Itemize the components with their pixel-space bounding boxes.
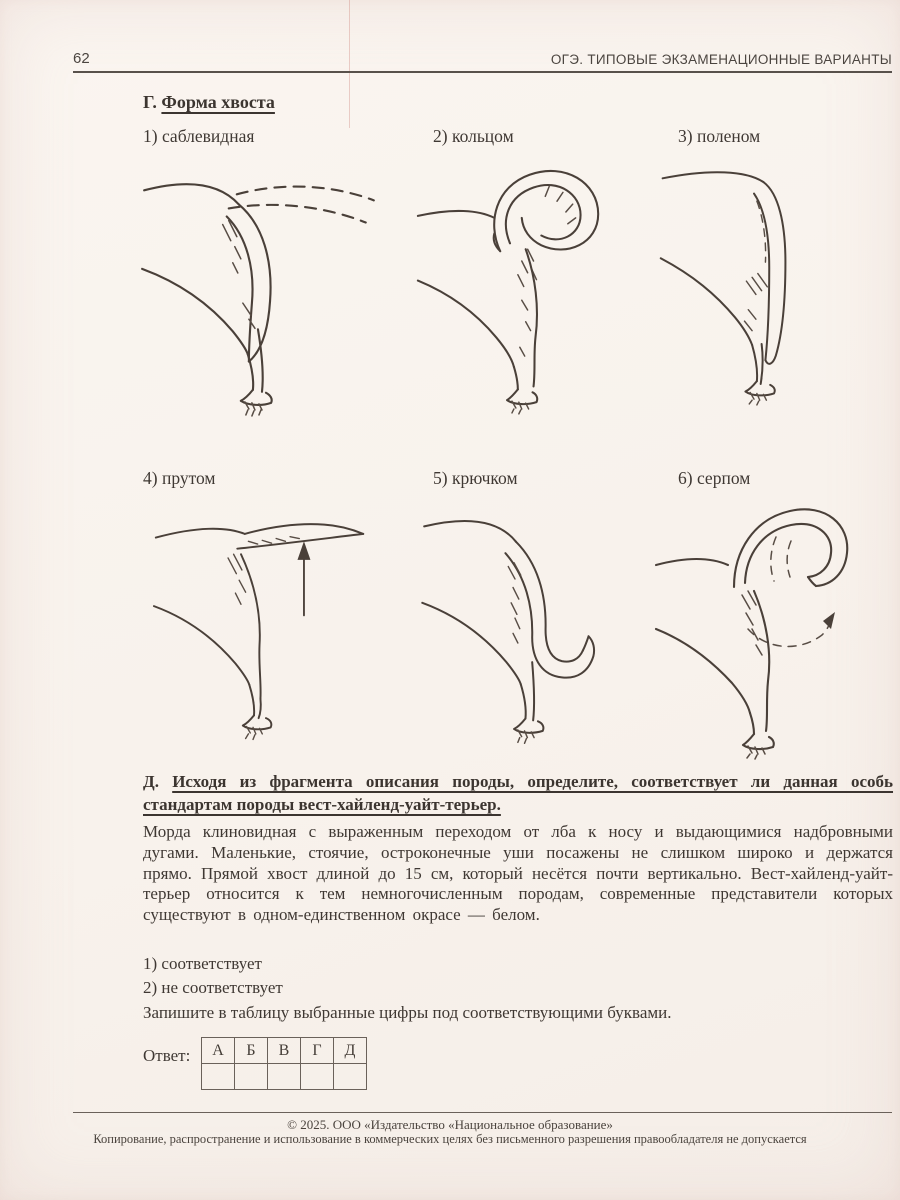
dog-tail-saber-illustration — [138, 150, 390, 422]
section-g-title: Форма хвоста — [161, 92, 275, 112]
up-arrow-icon — [297, 541, 310, 615]
figure-tail-hook — [412, 492, 660, 750]
answer-col-a: А — [202, 1038, 235, 1064]
running-header-title: ОГЭ. ТИПОВЫЕ ЭКЗАМЕНАЦИОННЫЕ ВАРИАНТЫ — [550, 52, 892, 67]
figure-tail-log — [655, 148, 893, 420]
section-g-heading — [143, 92, 275, 113]
footer-rule — [73, 1112, 892, 1113]
section-d-letter: Д. — [143, 772, 159, 791]
figure-tail-rod — [135, 495, 397, 745]
breed-description-paragraph: Морда клиновидная с выраженным переходом от лба к носу и выдающимися надбровными дугами. Маленькие, стоячие, остроконечные уши посажены не слишком широко и держатся прямо. Прямой хвост длиной до 15 см, который несётся почти вертикально. Вест-хайленд-уайт-терьер относится к тем немногочисленным породам, современные представители которых существуют в одном-единственном окрасе — белом. — [143, 822, 893, 925]
dog-tail-hook-illustration — [412, 492, 660, 750]
dog-tail-log-illustration — [655, 148, 893, 420]
footer-copyright: © 2025. ООО «Издательство «Национальное образование» — [287, 1117, 613, 1132]
section-d-heading — [143, 771, 893, 816]
figure-tail-ring — [412, 148, 657, 423]
header-rule — [73, 71, 892, 73]
dog-tail-ring-illustration — [412, 148, 657, 423]
answer-table — [201, 1037, 367, 1090]
option-2: 2) не соответствует — [143, 978, 283, 997]
section-g-letter: Г. — [143, 92, 157, 112]
figure-label-ring: 2) кольцом — [433, 126, 514, 146]
dog-tail-sickle-illustration — [650, 488, 900, 760]
answer-header-row — [202, 1038, 367, 1064]
answer-cell-v — [268, 1064, 301, 1090]
figure-label-sickle: 6) серпом — [678, 468, 751, 488]
answer-col-g: Г — [301, 1038, 334, 1064]
figure-label-hook: 5) крючком — [433, 468, 518, 488]
page-number: 62 — [73, 50, 90, 67]
answer-cell-b — [235, 1064, 268, 1090]
answer-col-d: Д — [334, 1038, 367, 1064]
answer-cell-a — [202, 1064, 235, 1090]
section-d-title: Исходя из фрагмента описания породы, определите, соответствует ли данная особь стандартам породы вест-хайленд-уайт-терьер. — [143, 772, 894, 814]
figure-tail-saber — [138, 150, 390, 422]
answer-cell-d — [334, 1064, 367, 1090]
answer-cell-g — [301, 1064, 334, 1090]
footer-legal: Копирование, распространение и использование в коммерческих целях без письменного разрешения правообладателя не допускается — [93, 1132, 807, 1146]
instruction-text: Запишите в таблицу выбранные цифры под соответствующими буквами. — [143, 1003, 672, 1022]
dog-tail-rod-illustration — [135, 495, 397, 745]
figure-tail-sickle — [650, 488, 900, 760]
answer-label: Ответ: — [143, 1046, 191, 1065]
figure-label-saber: 1) саблевидная — [143, 126, 255, 146]
figure-label-rod: 4) прутом — [143, 468, 216, 488]
answer-col-v: В — [268, 1038, 301, 1064]
figure-label-log: 3) поленом — [678, 126, 761, 146]
answer-value-row — [202, 1064, 367, 1090]
motion-arrow-icon — [748, 612, 835, 646]
scan-crease-artifact — [349, 0, 350, 128]
option-1: 1) соответствует — [143, 954, 262, 973]
answer-col-b: Б — [235, 1038, 268, 1064]
